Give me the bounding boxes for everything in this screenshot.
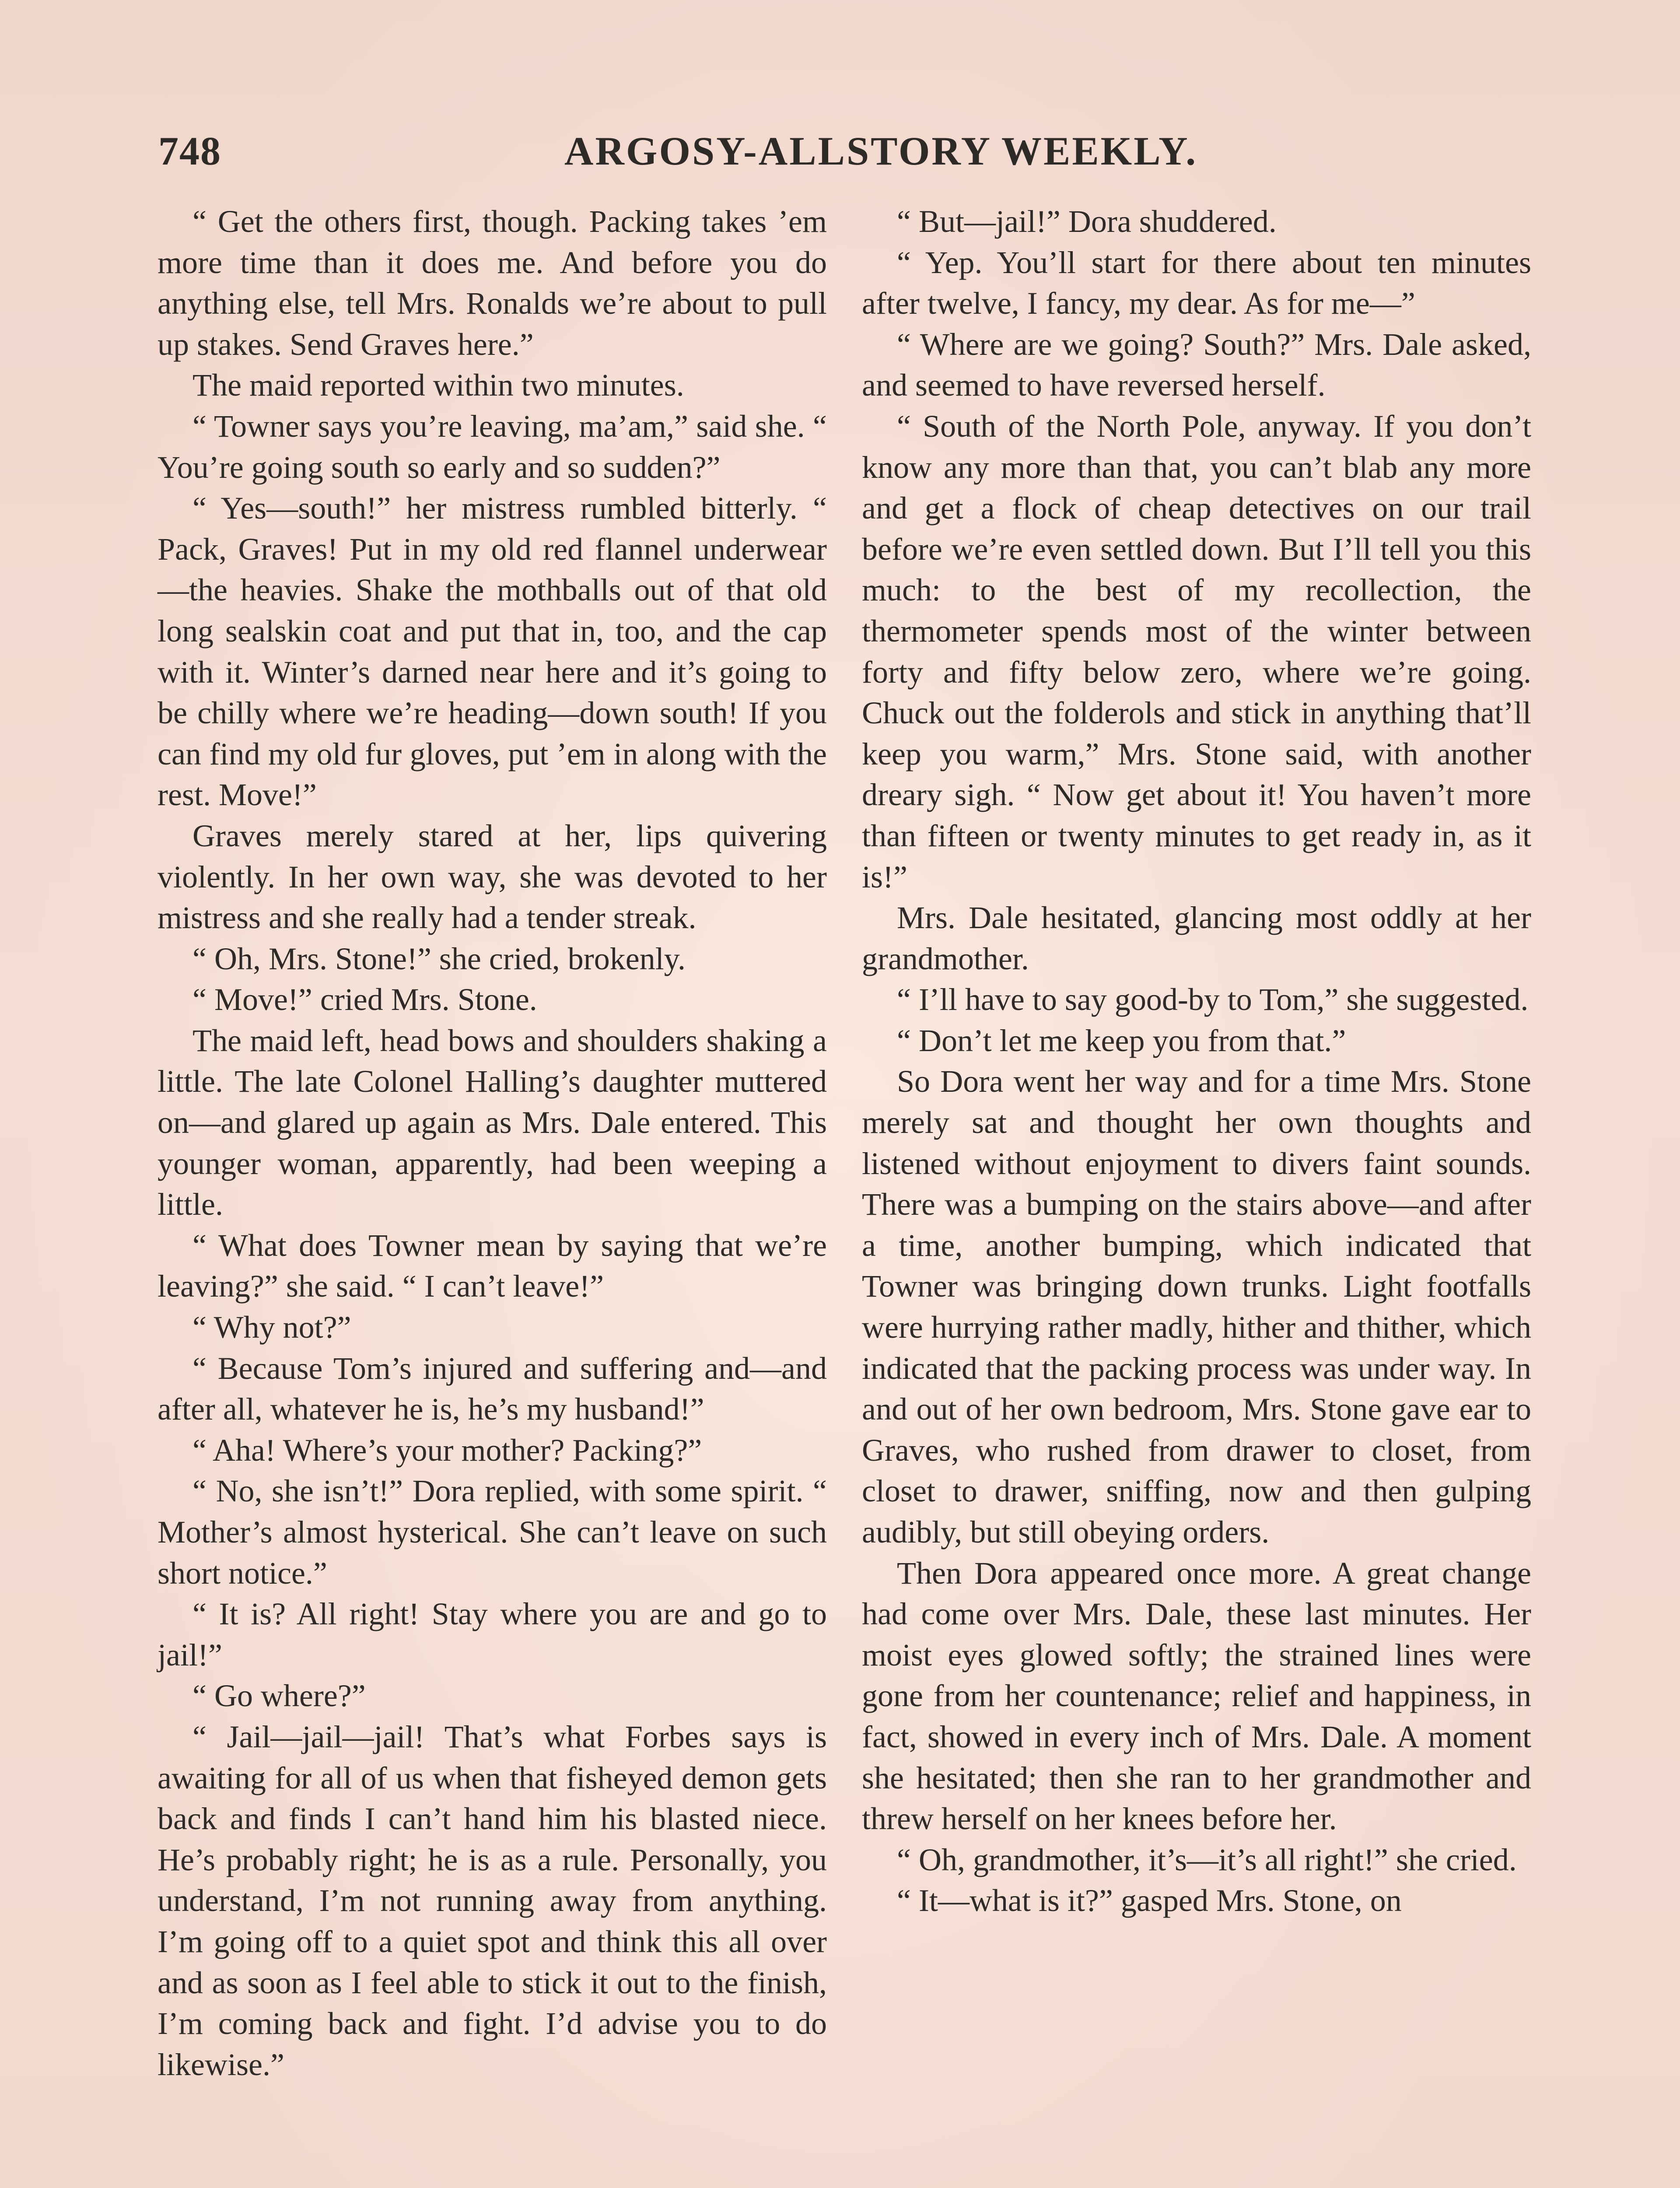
paragraph: “ Get the others first, though. Packing takes ’em more time than it does me. And before you do anything else, tell Mrs. Ronalds we’re about to pull up stakes. Send Graves here.”: [158, 204, 827, 362]
paragraph: “ Why not?”: [192, 1310, 351, 1345]
paragraph: “ It is? All right! Stay where you are and go to jail!”: [158, 1596, 827, 1673]
paragraph: “ Towner says you’re leaving, ma’am,” said she. “ You’re going south so early and so sudden?”: [158, 408, 827, 485]
paragraph: “ Oh, Mrs. Stone!” she cried, brokenly.: [192, 941, 686, 976]
paragraph: “ I’ll have to say good-by to Tom,” she suggested.: [897, 982, 1529, 1017]
paragraph: “ Aha! Where’s your mother? Packing?”: [192, 1432, 702, 1468]
paragraph: “ Because Tom’s injured and suffering and—and after all, whatever he is, he’s my husband!”: [158, 1350, 827, 1427]
paragraph: “ South of the North Pole, anyway. If you don’t know any more than that, you can’t blab any more and get a flock of cheap detectives on our trail before we’re even settled down. But I’ll tell you this much: to the best of my recollection, the thermometer spends most of the winter between forty and fifty below zero, where we’re going. Chuck out the folderols and stick in anything that’ll keep you warm,” Mrs. Stone said, with another dreary sigh. “ Now get about it! You haven’t more than fifteen or twenty minutes to get ready in, as it is!”: [862, 408, 1531, 894]
paragraph: “ No, she isn’t!” Dora replied, with some spirit. “ Mother’s almost hysterical. She can’t leave on such short notice.”: [158, 1473, 827, 1591]
paragraph: “ Oh, grandmother, it’s—it’s all right!” she cried.: [897, 1842, 1517, 1877]
paragraph: “ Don’t let me keep you from that.”: [897, 1023, 1346, 1058]
paragraph: “ Move!” cried Mrs. Stone.: [192, 982, 537, 1017]
paragraph: “ Go where?”: [192, 1678, 366, 1714]
paragraph: “ Yes—south!” her mistress rumbled bitterly. “ Pack, Graves! Put in my old red flannel underwear—the heavies. Shake the mothballs out of that old long sealskin coat and put that in, too, and the cap with it. Winter’s darned near here and it’s going to be chilly where we’re heading—down south! If you can find my old fur gloves, put ’em in along with the rest. Move!”: [158, 491, 827, 813]
paragraph: The maid left, head bows and shoulders shaking a little. The late Colonel Halling’s daughter muttered on—and glared up again as Mrs. Dale entered. This younger woman, apparently, had been weeping a little.: [158, 1023, 827, 1222]
paragraph: “ Jail—jail—jail! That’s what Forbes says is awaiting for all of us when that fisheyed demon gets back and finds I can’t hand him his blasted niece. He’s probably right; he is as a rule. Personally, you understand, I’m not running away from anything. I’m going off to a quiet spot and think this all over and as soon as I feel able to stick it out to the finish, I’m coming back and fight. I’d advise you to do likewise.”: [158, 1719, 827, 2082]
paragraph: The maid reported within two minutes.: [192, 368, 684, 403]
paragraph: Graves merely stared at her, lips quivering violently. In her own way, she was devoted to her mistress and she really had a tender streak.: [158, 818, 827, 936]
page-number: 748: [158, 129, 221, 173]
paragraph: Then Dora appeared once more. A great change had come over Mrs. Dale, these last minutes. Her moist eyes glowed softly; the strained lines were gone from her countenance; relief and happiness, in fact, showed in every inch of Mrs. Dale. A moment she hesitated; then she ran to her grandmother and threw herself on her knees before her.: [862, 1555, 1531, 1837]
paragraph: “ But—jail!” Dora shuddered.: [897, 204, 1277, 239]
paragraph: So Dora went her way and for a time Mrs. Stone merely sat and thought her own thoughts and listened without enjoyment to divers faint sounds. There was a bumping on the stairs above—and after a time, another bumping, which indicated that Towner was bringing down trunks. Light footfalls were hurrying rather madly, hither and thither, which indicated that the packing process was under way. In and out of her own bedroom, Mrs. Stone gave ear to Graves, who rushed from drawer to closet, from closet to drawer, sniffing, now and then gulping audibly, but still obeying orders.: [862, 1064, 1531, 1550]
paragraph: “ Where are we going? South?” Mrs. Dale asked, and seemed to have reversed herself.: [862, 326, 1531, 403]
paragraph: “ Yep. You’ll start for there about ten minutes after twelve, I fancy, my dear. As for me—”: [862, 245, 1531, 321]
paragraph: Mrs. Dale hesitated, glancing most oddly at her grandmother.: [862, 900, 1531, 976]
paragraph: “ What does Towner mean by saying that we’re leaving?” she said. “ I can’t leave!”: [158, 1227, 827, 1304]
left-column: [158, 201, 827, 2085]
right-column: [862, 201, 1531, 1922]
paragraph: “ It—what is it?” gasped Mrs. Stone, on: [897, 1883, 1402, 1918]
running-head: ARGOSY-ALLSTORY WEEKLY.: [564, 129, 1198, 173]
